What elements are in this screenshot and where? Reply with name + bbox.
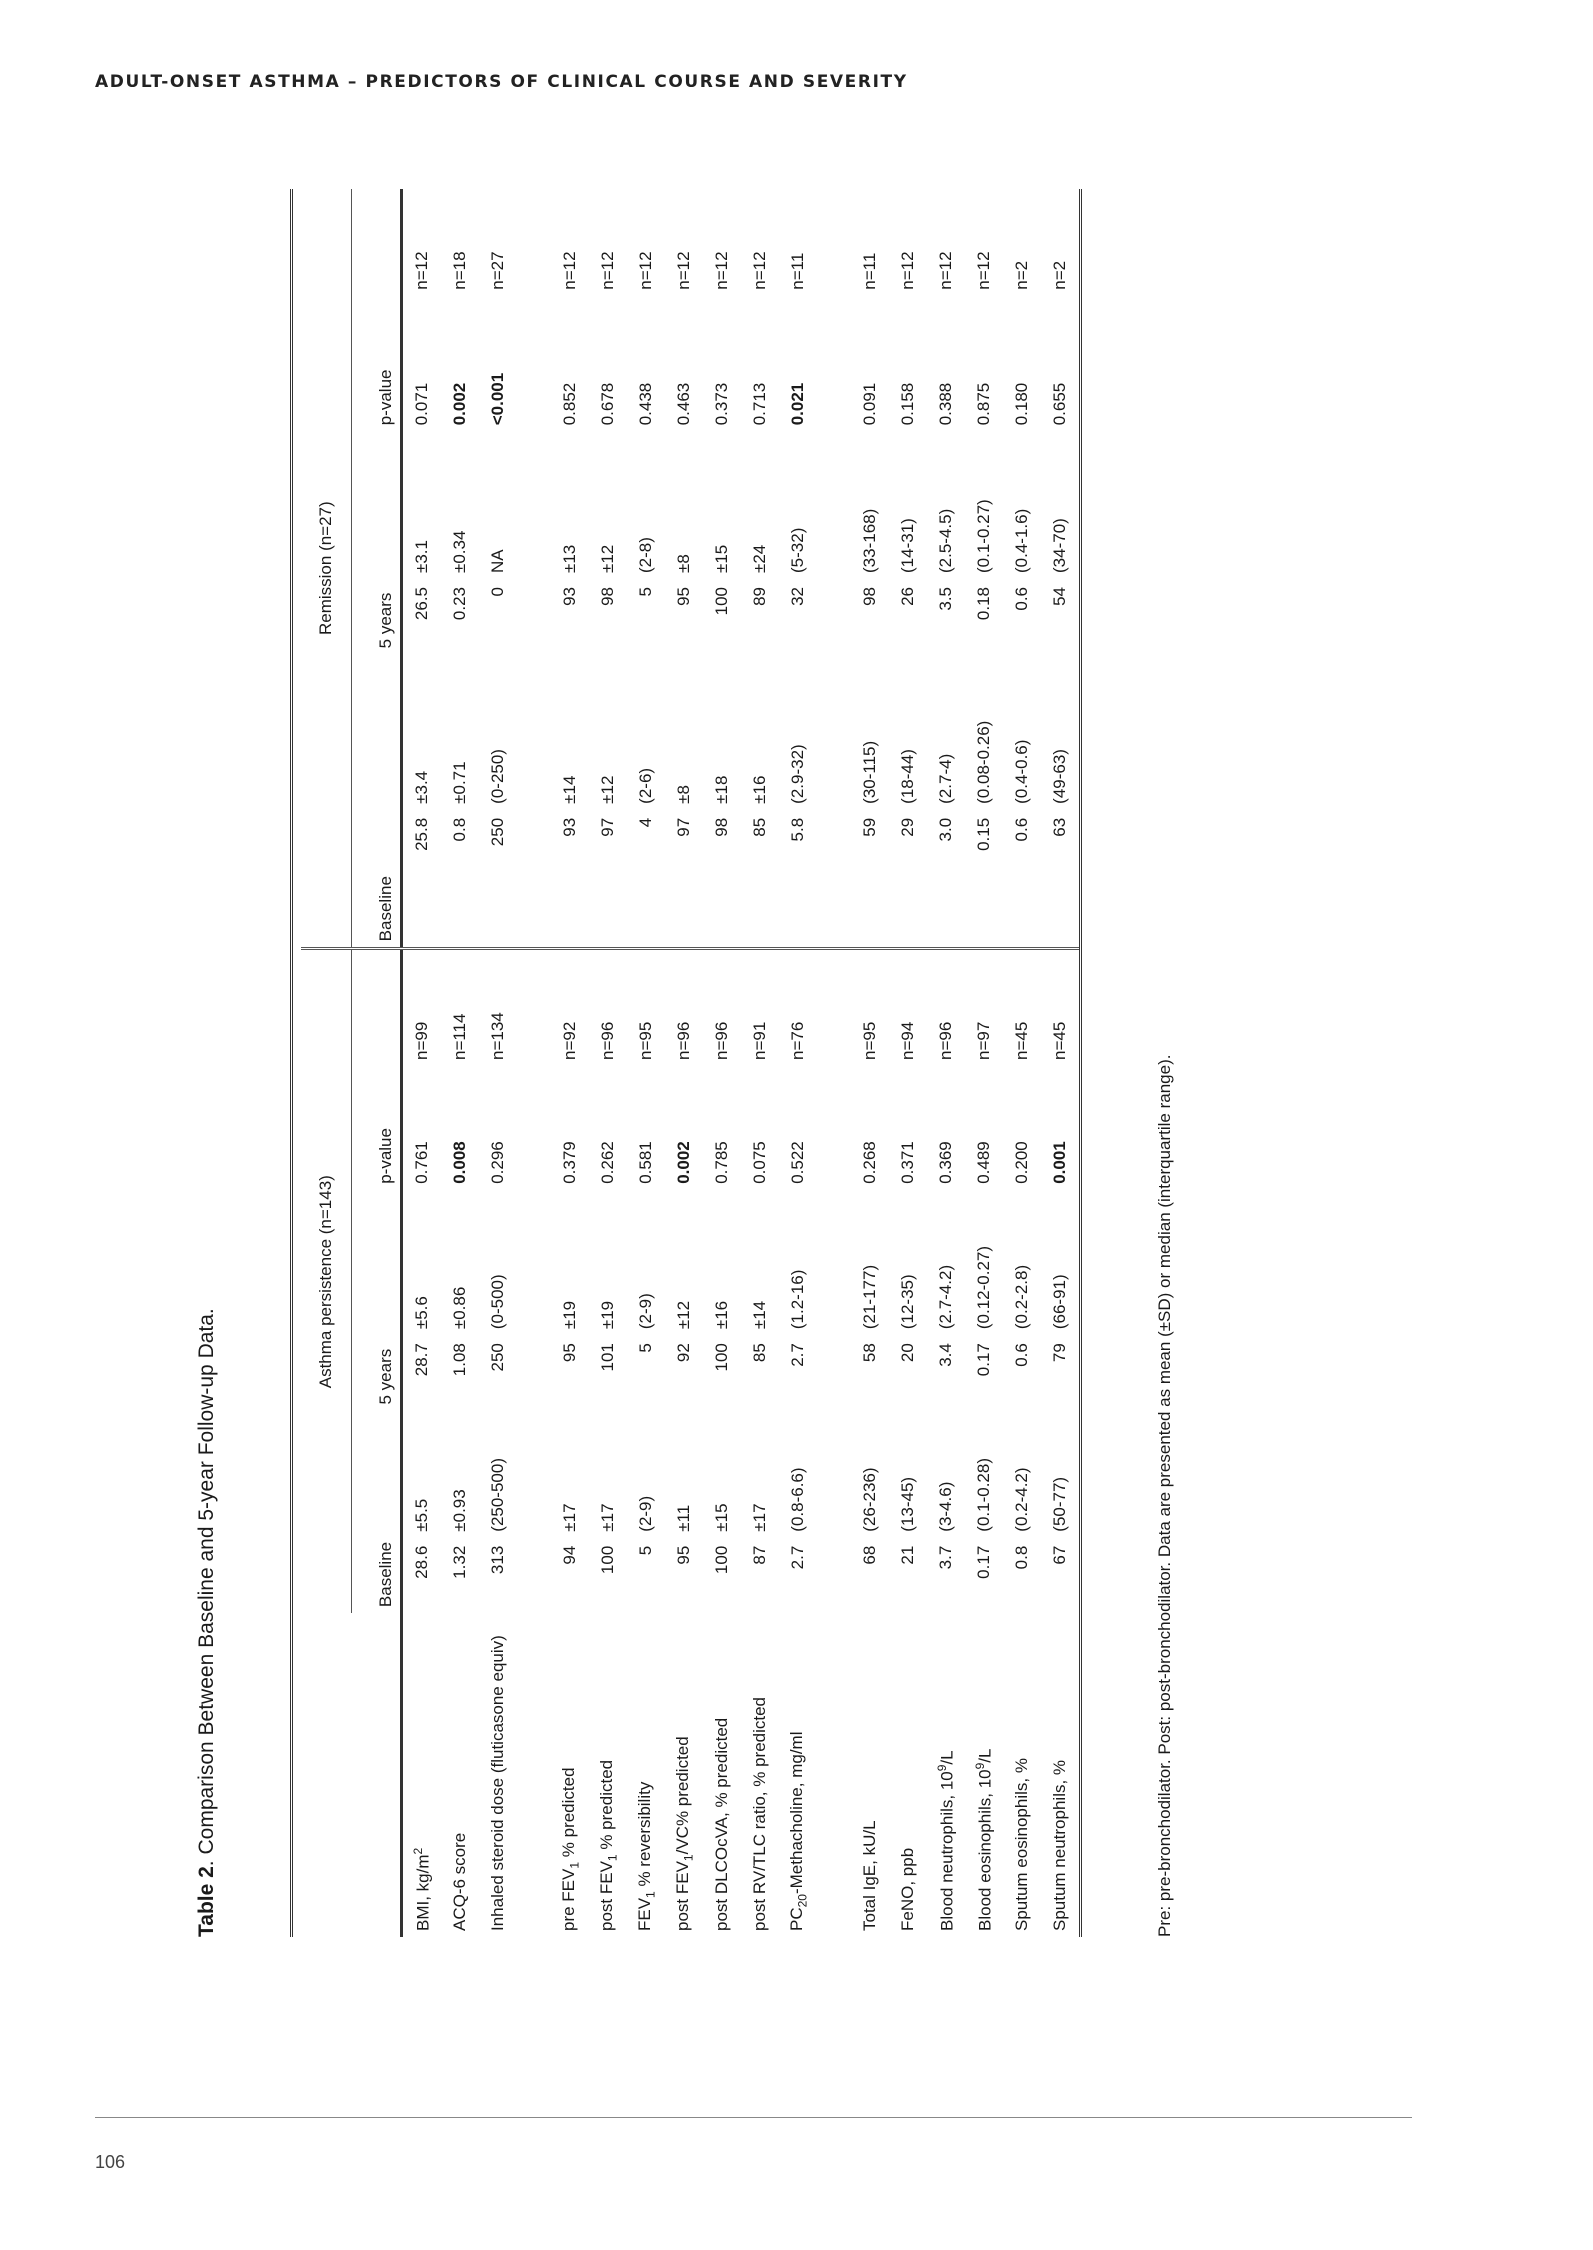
row-label: Blood eosinophils, $10^9/L$ xyxy=(972,1748,995,1931)
persistence-baseline-spread: (0.1-0.28) xyxy=(974,1458,993,1532)
remission-baseline-spread: ±18 xyxy=(712,775,731,804)
col-persistence-5years: 5 years xyxy=(352,1194,402,1411)
remission-5y-spread: (5-32) xyxy=(788,527,807,573)
persistence-n: n=96 xyxy=(598,1021,617,1061)
remission-baseline-spread: ±12 xyxy=(598,775,617,804)
persistence-5y-spread: ±19 xyxy=(598,1300,617,1330)
remission-n: n=27 xyxy=(488,251,507,290)
remission-baseline-spread: (0.08-0.26) xyxy=(974,720,993,804)
remission-baseline-value: 29 xyxy=(889,810,927,949)
persistence-baseline-spread: ±17 xyxy=(750,1503,769,1532)
persistence-5y-value: 20 xyxy=(898,1343,917,1363)
table-row xyxy=(441,189,479,1937)
persistence-baseline-spread: ±0.93 xyxy=(450,1489,469,1532)
persistence-baseline-value: 95 xyxy=(674,1545,693,1565)
group-remission: Remission (n=27) xyxy=(301,189,352,949)
persistence-baseline-value: 87 xyxy=(750,1545,769,1565)
remission-pvalue: 0.373 xyxy=(712,382,731,426)
remission-baseline-value: 4 xyxy=(627,810,665,949)
table-row xyxy=(589,189,627,1937)
persistence-baseline-value: 28.6 xyxy=(412,1545,431,1579)
remission-5y-spread: (33-168) xyxy=(860,508,879,573)
persistence-5y-spread: ±0.86 xyxy=(450,1286,469,1330)
row-label: post DLCOcVA, % predicted xyxy=(712,1717,731,1931)
remission-5y-spread: (0.4-1.6) xyxy=(1012,508,1031,573)
comparison-table xyxy=(290,189,1082,1937)
remission-baseline-value: 98 xyxy=(703,810,741,949)
row-label: FeNO, ppb xyxy=(898,1847,917,1931)
table-row xyxy=(741,189,779,1937)
remission-baseline-spread: (49-63) xyxy=(1041,654,1081,809)
remission-baseline-value: 97 xyxy=(665,810,703,949)
persistence-5y-spread: ±19 xyxy=(560,1300,579,1330)
table-row xyxy=(851,189,889,1937)
table-row xyxy=(965,189,1003,1937)
persistence-n: n=95 xyxy=(636,1021,655,1061)
persistence-5y-value: 58 xyxy=(860,1343,879,1363)
remission-baseline-spread: ±0.71 xyxy=(450,761,469,804)
remission-5y-value: 93 xyxy=(560,586,579,606)
persistence-n: n=45 xyxy=(1041,949,1081,1076)
col-remission-baseline: Baseline xyxy=(352,654,402,948)
remission-baseline-spread: ±16 xyxy=(750,775,769,804)
table-caption-text: . Comparison Between Baseline and 5-year Follow-up Data. xyxy=(195,1308,218,1867)
remission-baseline-value: 25.8 xyxy=(402,810,442,949)
persistence-baseline-spread: ±17 xyxy=(560,1503,579,1532)
remission-n: n=12 xyxy=(974,251,993,290)
remission-pvalue: 0.678 xyxy=(598,382,617,426)
persistence-5y-spread: (2-9) xyxy=(636,1293,655,1330)
remission-5y-spread: (34-70) xyxy=(1041,435,1081,579)
remission-n: n=12 xyxy=(674,251,693,290)
persistence-5y-value: 79 xyxy=(1041,1335,1081,1410)
persistence-baseline-value: 0.8 xyxy=(1012,1545,1031,1570)
persistence-baseline-spread: ±17 xyxy=(598,1503,617,1532)
rotated-table-block xyxy=(195,182,1195,1937)
remission-n: n=12 xyxy=(636,251,655,290)
remission-5y-spread: ±15 xyxy=(712,544,731,573)
remission-baseline-value: 85 xyxy=(741,810,779,949)
remission-n: n=18 xyxy=(450,251,469,290)
remission-baseline-value: 93 xyxy=(551,810,589,949)
persistence-n: n=96 xyxy=(712,1021,731,1061)
remission-pvalue: 0.463 xyxy=(674,382,693,426)
remission-baseline-value: 5.8 xyxy=(779,810,817,949)
remission-5y-spread: ±24 xyxy=(750,544,769,573)
persistence-n: n=114 xyxy=(450,1013,469,1061)
remission-baseline-value: 63 xyxy=(1041,810,1081,949)
remission-pvalue: 0.655 xyxy=(1041,306,1081,436)
remission-n: n=12 xyxy=(598,251,617,290)
remission-baseline-value: 0.15 xyxy=(965,810,1003,949)
persistence-baseline-spread: (0.2-4.2) xyxy=(1012,1467,1031,1532)
row-label: ACQ-6 score xyxy=(450,1832,469,1931)
remission-pvalue: 0.388 xyxy=(936,382,955,426)
remission-5y-value: 98 xyxy=(598,586,617,606)
table-row xyxy=(479,189,517,1937)
remission-n: n=2 xyxy=(1041,189,1081,306)
remission-5y-value: 0.6 xyxy=(1012,586,1031,611)
group-header-row xyxy=(301,189,352,1937)
persistence-5y-spread: ±16 xyxy=(712,1300,731,1330)
row-label: post RV/TLC ratio, % predicted xyxy=(750,1696,769,1931)
spacer-row xyxy=(817,189,851,1937)
remission-baseline-spread: (30-115) xyxy=(860,740,879,804)
remission-baseline-value: 3.0 xyxy=(927,810,965,949)
remission-baseline-spread: ±3.4 xyxy=(412,770,431,804)
persistence-n: n=97 xyxy=(974,1021,993,1061)
persistence-5y-value: 0.17 xyxy=(974,1343,993,1377)
remission-5y-value: 100 xyxy=(712,586,731,616)
persistence-baseline-spread: (13-45) xyxy=(898,1476,917,1532)
remission-5y-value: 5 xyxy=(636,586,655,597)
remission-pvalue: 0.713 xyxy=(750,382,769,426)
row-label: BMI, $kg/m^2$ xyxy=(410,1847,433,1931)
row-label: Sputum eosinophils, % xyxy=(1012,1758,1031,1931)
remission-baseline-spread: (0-250) xyxy=(488,749,507,804)
row-label: post $FEV_1$ % predicted xyxy=(596,1759,620,1931)
remission-n: n=11 xyxy=(860,252,879,290)
persistence-baseline-value: 67 xyxy=(1041,1538,1081,1613)
table-caption xyxy=(195,1308,219,1937)
persistence-5y-spread: (0.2-2.8) xyxy=(1012,1264,1031,1330)
persistence-5y-value: 100 xyxy=(712,1343,731,1372)
remission-n: n=11 xyxy=(788,252,807,290)
persistence-5y-spread: (0-500) xyxy=(488,1274,507,1330)
remission-baseline-value: 0.6 xyxy=(1003,810,1041,949)
table-row xyxy=(1041,189,1081,1937)
persistence-pvalue: 0.379 xyxy=(560,1141,579,1184)
persistence-n: n=76 xyxy=(788,1021,807,1061)
persistence-5y-value: 85 xyxy=(750,1343,769,1363)
persistence-baseline-spread: (50-77) xyxy=(1041,1411,1081,1538)
remission-pvalue: 0.071 xyxy=(412,382,431,426)
col-persistence-pvalue: p-value xyxy=(352,1076,402,1194)
persistence-baseline-value: 21 xyxy=(898,1545,917,1565)
persistence-pvalue: 0.001 xyxy=(1041,1076,1081,1194)
table-row xyxy=(1003,189,1041,1937)
spacer-row xyxy=(517,189,551,1937)
table-row xyxy=(551,189,589,1937)
persistence-5y-value: 3.4 xyxy=(936,1343,955,1367)
persistence-baseline-value: 100 xyxy=(598,1545,617,1575)
remission-5y-spread: (2.5-4.5) xyxy=(936,508,955,573)
persistence-baseline-spread: (2-9) xyxy=(636,1495,655,1532)
persistence-baseline-value: 68 xyxy=(860,1545,879,1565)
persistence-pvalue: 0.200 xyxy=(1012,1141,1031,1184)
persistence-pvalue: 0.785 xyxy=(712,1141,731,1184)
remission-5y-spread: (0.1-0.27) xyxy=(974,499,993,573)
table-row xyxy=(889,189,927,1937)
persistence-pvalue: 0.581 xyxy=(636,1141,655,1184)
persistence-pvalue: 0.489 xyxy=(974,1141,993,1184)
remission-baseline-spread: (2-6) xyxy=(636,767,655,804)
remission-5y-value: 0 xyxy=(488,586,507,597)
persistence-n: n=92 xyxy=(560,1021,579,1061)
persistence-n: n=96 xyxy=(674,1021,693,1061)
row-label: $PC_{20}$-Methacholine, mg/ml xyxy=(786,1731,810,1931)
remission-n: n=12 xyxy=(560,251,579,290)
persistence-5y-spread: (21-177) xyxy=(860,1264,879,1330)
persistence-n: n=91 xyxy=(750,1021,769,1061)
persistence-5y-value: 92 xyxy=(674,1343,693,1363)
persistence-baseline-spread: ±5.5 xyxy=(412,1498,431,1532)
persistence-baseline-spread: (3-4.6) xyxy=(936,1481,955,1532)
top-rule xyxy=(292,189,302,1937)
remission-baseline-spread: (0.4-0.6) xyxy=(1012,739,1031,804)
remission-baseline-spread: ±14 xyxy=(560,775,579,804)
remission-n: n=12 xyxy=(898,251,917,290)
persistence-pvalue: 0.002 xyxy=(674,1141,693,1184)
remission-5y-value: 98 xyxy=(860,586,879,606)
persistence-pvalue: 0.369 xyxy=(936,1141,955,1184)
persistence-5y-value: 2.7 xyxy=(788,1343,807,1367)
persistence-5y-value: 250 xyxy=(488,1343,507,1372)
table-row xyxy=(779,189,817,1937)
page-bottom-rule xyxy=(95,2117,1412,2118)
persistence-5y-spread: (12-35) xyxy=(898,1274,917,1330)
persistence-baseline-value: 0.17 xyxy=(974,1545,993,1579)
remission-baseline-value: 59 xyxy=(851,810,889,949)
remission-pvalue: <0.001 xyxy=(488,372,507,426)
row-label: Blood neutrophils, $10^9/L$ xyxy=(934,1750,957,1931)
row-label: post $FEV_1/VC\%$ predicted xyxy=(672,1736,696,1931)
persistence-baseline-spread: ±15 xyxy=(712,1503,731,1532)
persistence-baseline-value: 3.7 xyxy=(936,1545,955,1570)
col-persistence-baseline: Baseline xyxy=(352,1411,402,1614)
persistence-5y-value: 101 xyxy=(598,1343,617,1372)
row-label: pre $FEV_1$ % predicted xyxy=(558,1767,582,1931)
remission-5y-value: 3.5 xyxy=(936,586,955,611)
persistence-pvalue: 0.522 xyxy=(788,1141,807,1184)
persistence-5y-spread: ±14 xyxy=(750,1300,769,1330)
remission-pvalue: 0.158 xyxy=(898,382,917,426)
persistence-baseline-spread: (0.8-6.6) xyxy=(788,1467,807,1532)
remission-n: n=12 xyxy=(712,251,731,290)
remission-5y-spread: ±8 xyxy=(674,554,693,573)
persistence-baseline-spread: (26-236) xyxy=(860,1467,879,1532)
persistence-5y-spread: (66-91) xyxy=(1041,1194,1081,1335)
persistence-baseline-value: 100 xyxy=(712,1545,731,1575)
persistence-5y-value: 1.08 xyxy=(450,1343,469,1377)
row-label: Sputum neutrophils, % xyxy=(1041,1613,1081,1937)
persistence-n: n=95 xyxy=(860,1021,879,1061)
row-label: $FEV_1$ % reversibility xyxy=(634,1781,658,1931)
persistence-n: n=99 xyxy=(412,1021,431,1061)
remission-5y-value: 89 xyxy=(750,586,769,606)
persistence-5y-value: 0.6 xyxy=(1012,1343,1031,1367)
remission-pvalue: 0.091 xyxy=(860,382,879,426)
persistence-pvalue: 0.371 xyxy=(898,1141,917,1184)
persistence-pvalue: 0.268 xyxy=(860,1141,879,1184)
running-header: ADULT-ONSET ASTHMA – PREDICTORS OF CLINICAL COURSE AND SEVERITY xyxy=(95,72,908,92)
row-label: Total IgE, kU/L xyxy=(860,1820,879,1931)
persistence-5y-value: 28.7 xyxy=(412,1343,431,1377)
remission-5y-spread: (14-31) xyxy=(898,518,917,573)
table-footnote: Pre: pre-bronchodilator. Post: post-bronchodilator. Data are presented as mean (±SD) or median (interquartile range). xyxy=(1155,1054,1174,1937)
col-remission-pvalue: p-value xyxy=(352,306,402,436)
persistence-baseline-spread: (250-500) xyxy=(488,1458,507,1532)
remission-5y-value: 26.5 xyxy=(412,586,431,621)
remission-n: n=12 xyxy=(750,251,769,290)
persistence-n: n=134 xyxy=(488,1012,507,1061)
persistence-baseline-value: 5 xyxy=(636,1545,655,1556)
remission-pvalue: 0.852 xyxy=(560,382,579,426)
persistence-5y-spread: (2.7-4.2) xyxy=(936,1264,955,1330)
remission-5y-value: 0.18 xyxy=(974,586,993,621)
remission-5y-spread: ±13 xyxy=(560,544,579,573)
remission-5y-spread: ±12 xyxy=(598,544,617,573)
remission-baseline-spread: (18-44) xyxy=(898,749,917,804)
remission-5y-spread: ±3.1 xyxy=(412,540,431,573)
persistence-5y-value: 5 xyxy=(636,1343,655,1353)
table-row xyxy=(703,189,741,1937)
remission-pvalue: 0.875 xyxy=(974,382,993,426)
persistence-5y-value: 95 xyxy=(560,1343,579,1363)
persistence-baseline-value: 94 xyxy=(560,1545,579,1565)
remission-baseline-value: 97 xyxy=(589,810,627,949)
persistence-pvalue: 0.296 xyxy=(488,1141,507,1184)
group-persistence: Asthma persistence (n=143) xyxy=(301,949,352,1613)
persistence-n: n=96 xyxy=(936,1021,955,1061)
persistence-pvalue: 0.761 xyxy=(412,1141,431,1184)
persistence-5y-spread: ±5.6 xyxy=(412,1296,431,1330)
persistence-pvalue: 0.075 xyxy=(750,1141,769,1184)
persistence-5y-spread: (0.12-0.27) xyxy=(974,1245,993,1330)
row-label: Inhaled steroid dose (fluticasone equiv) xyxy=(488,1635,507,1931)
persistence-pvalue: 0.262 xyxy=(598,1141,617,1184)
column-header-row xyxy=(352,189,402,1937)
remission-pvalue: 0.438 xyxy=(636,382,655,426)
persistence-baseline-spread: ±11 xyxy=(674,1504,693,1532)
remission-baseline-value: 250 xyxy=(479,810,517,949)
remission-5y-value: 95 xyxy=(674,586,693,606)
remission-baseline-spread: (2.7-4) xyxy=(936,753,955,804)
table-row xyxy=(627,189,665,1937)
remission-5y-value: 26 xyxy=(898,586,917,606)
remission-n: n=12 xyxy=(936,251,955,290)
remission-5y-value: 54 xyxy=(1041,579,1081,654)
remission-n: n=2 xyxy=(1012,260,1031,290)
persistence-5y-spread: ±12 xyxy=(674,1300,693,1330)
remission-5y-spread: (2-8) xyxy=(636,537,655,573)
persistence-baseline-value: 313 xyxy=(488,1545,507,1575)
remission-baseline-value: 0.8 xyxy=(441,810,479,949)
persistence-pvalue: 0.008 xyxy=(450,1141,469,1184)
remission-5y-value: 32 xyxy=(788,586,807,606)
remission-n: n=12 xyxy=(412,251,431,290)
persistence-baseline-value: 1.32 xyxy=(450,1545,469,1579)
persistence-n: n=94 xyxy=(898,1021,917,1061)
table-row xyxy=(665,189,703,1937)
remission-baseline-spread: (2.9-32) xyxy=(788,744,807,804)
remission-pvalue: 0.002 xyxy=(450,382,469,426)
table-row xyxy=(927,189,965,1937)
remission-5y-spread: ±0.34 xyxy=(450,530,469,573)
remission-baseline-spread: ±8 xyxy=(674,785,693,804)
persistence-5y-spread: (1.2-16) xyxy=(788,1269,807,1330)
table-label: Table 2 xyxy=(195,1866,218,1937)
remission-5y-value: 0.23 xyxy=(450,586,469,621)
remission-pvalue: 0.021 xyxy=(788,382,807,426)
remission-5y-spread: NA xyxy=(488,549,507,573)
col-remission-5years: 5 years xyxy=(352,435,402,654)
remission-pvalue: 0.180 xyxy=(1012,382,1031,426)
table-row xyxy=(402,189,442,1937)
persistence-baseline-value: 2.7 xyxy=(788,1545,807,1570)
persistence-n: n=45 xyxy=(1012,1021,1031,1061)
page-number: 106 xyxy=(95,2152,126,2172)
